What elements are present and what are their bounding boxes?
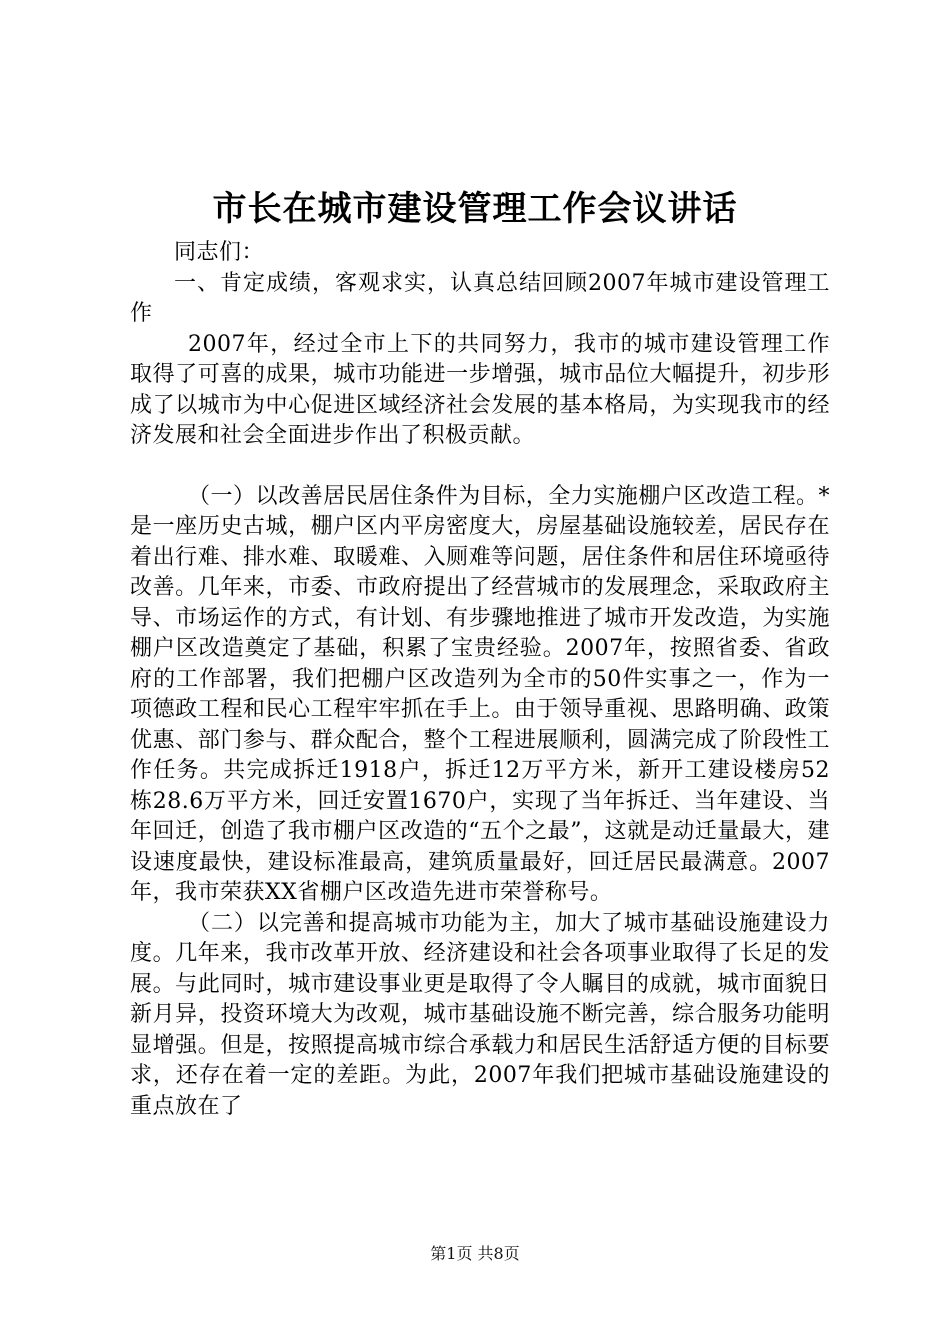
paragraph-section-1: （一）以改善居民居住条件为目标，全力实施棚户区改造工程。*是一座历史古城，棚户区内平房密度大，房屋基础设施较差，居民存在着出行难、排水难、取暖难、入厕难等问题，居住条件和居住环境亟待改善。几年来，市委、市政府提出了经营城市的发展理念，采取政府主导、市场运作的方式，有计划、有步骤地推进了城市开发改造，为实施棚户区改造奠定了基础，积累了宝贵经验。2007年，按照省委、省政府的工作部署，我们把棚户区改造列为全市的50件实事之一，作为一项德政工程和民心工程牢牢抓在手上。由于领导重视、思路明确、政策优惠、部门参与、群众配合，整个工程进展顺利，圆满完成了阶段性工作任务。共完成拆迁1918户，拆迁12万平方米，新开工建设楼房52栋28.6万平方米，回迁安置1670户，实现了当年拆迁、当年建设、当年回迁，创造了我市棚户区改造的“五个之最”，这就是动迁量最大，建设速度最快，建设标准最高，建筑质量最好，回迁居民最满意。2007年，我市荣获XX省棚户区改造先进市荣誉称号。	[130, 483, 830, 905]
section-heading-1: 一、肯定成绩，客观求实，认真总结回顾2007年城市建设管理工作	[130, 270, 830, 326]
document-body	[130, 238, 830, 1122]
paragraph-summary: 2007年，经过全市上下的共同努力，我市的城市建设管理工作取得了可喜的成果，城市功能进一步增强，城市品位大幅提升，初步形成了以城市为中心促进区域经济社会发展的基本格局，为实现我市的经济发展和社会全面进步作出了积极贡献。	[130, 331, 830, 448]
page-title: 市长在城市建设管理工作会议讲话	[212, 189, 738, 229]
salutation: 同志们：	[174, 240, 265, 265]
paragraph-section-2: （二）以完善和提高城市功能为主，加大了城市基础设施建设力度。几年来，我市改革开放、经济建设和社会各项事业取得了长足的发展。与此同时，城市建设事业更是取得了令人瞩目的成就，城市面貌日新月异，投资环境大为改观，城市基础设施不断完善，综合服务功能明显增强。但是，按照提高城市综合承载力和居民生活舒适方便的目标要求，还存在着一定的差距。为此，2007年我们把城市基础设施建设的重点放在了	[130, 910, 830, 1119]
page-number-footer: 第1页 共8页	[430, 1244, 520, 1263]
